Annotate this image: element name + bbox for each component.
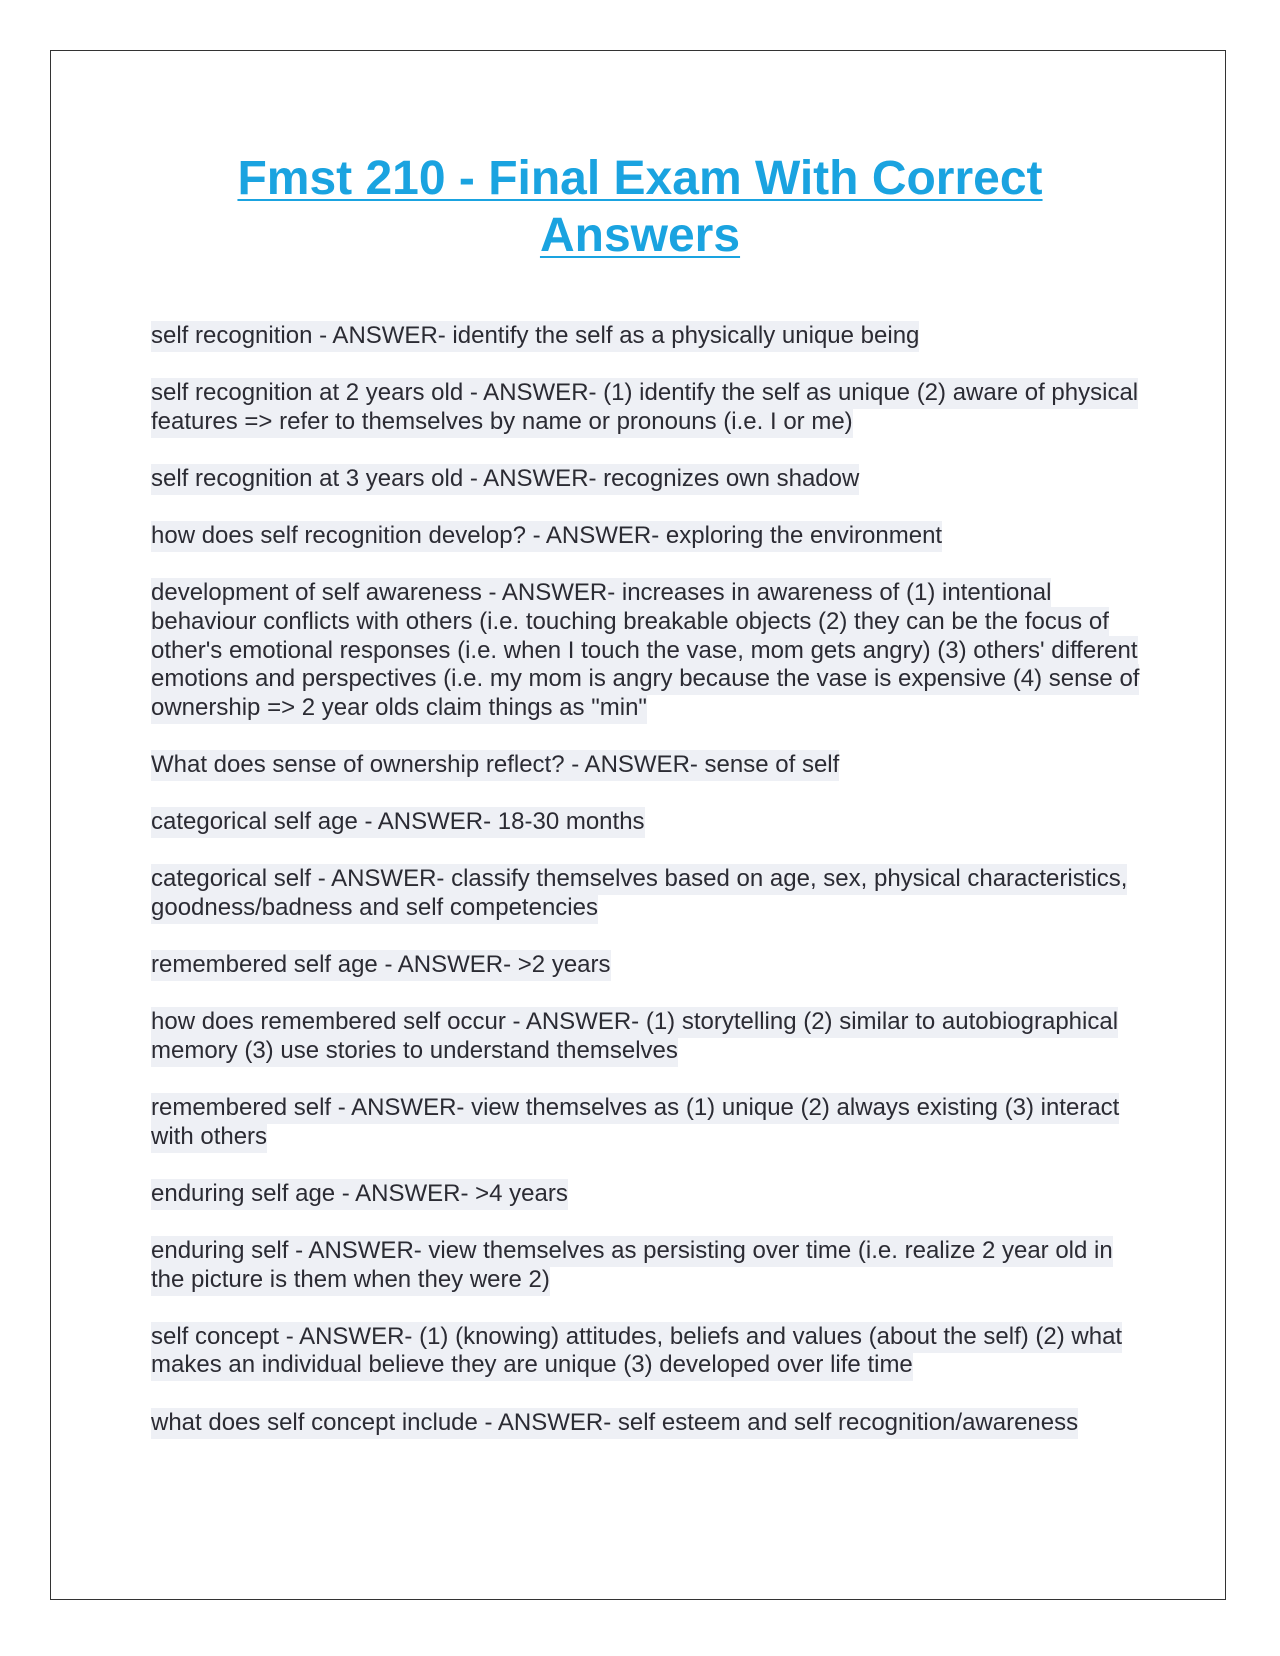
qa-item (151, 808, 1141, 837)
qa-item (151, 1008, 1141, 1065)
qa-text: remembered self - ANSWER- view themselves as (1) unique (2) always existing (3) interact with others (151, 1093, 1119, 1153)
qa-text: what does self concept include - ANSWER- self esteem and self recognition/awareness (151, 1408, 1078, 1439)
qa-text: What does sense of ownership reflect? - ANSWER- sense of self (151, 750, 839, 781)
qa-item (151, 1180, 1141, 1209)
qa-text: how does remembered self occur - ANSWER- (1) storytelling (2) similar to autobiographical memory (3) use stories to understand themselves (151, 1007, 1118, 1067)
qa-text: enduring self - ANSWER- view themselves as persisting over time (i.e. realize 2 year old in the picture is them when they were 2) (151, 1236, 1113, 1296)
qa-item (151, 579, 1141, 722)
qa-text: remembered self age - ANSWER- >2 years (151, 950, 611, 981)
qa-item (151, 865, 1141, 922)
qa-text: self concept - ANSWER- (1) (knowing) attitudes, beliefs and values (about the self) (2) what makes an individual believe they are unique (3) developed over life time (151, 1322, 1122, 1382)
qa-text: categorical self - ANSWER- classify themselves based on age, sex, physical characteristics, goodness/badness and self competencies (151, 864, 1127, 924)
qa-list (151, 322, 1141, 1466)
qa-text: self recognition - ANSWER- identify the self as a physically unique being (151, 321, 919, 352)
qa-item (151, 1237, 1141, 1294)
qa-text: enduring self age - ANSWER- >4 years (151, 1179, 568, 1210)
qa-text: self recognition at 3 years old - ANSWER- recognizes own shadow (151, 464, 859, 495)
qa-item (151, 1323, 1141, 1380)
qa-text: how does self recognition develop? - ANSWER- exploring the environment (151, 521, 942, 552)
qa-item (151, 465, 1141, 494)
qa-item (151, 951, 1141, 980)
qa-item (151, 379, 1141, 436)
qa-item (151, 522, 1141, 551)
qa-text: development of self awareness - ANSWER- increases in awareness of (1) intentional behaviour conflicts with others (i.e. touching breakable objects (2) they can be the focus of other's emotional responses (i.e. when I touch the vase, mom gets angry) (3) others' different emotions and perspectives (i.e. my mom is angry because the vase is expensive (4) sense of ownership => 2 year olds claim things as "min" (151, 578, 1139, 723)
qa-item (151, 322, 1141, 351)
qa-item (151, 1094, 1141, 1151)
qa-text: categorical self age - ANSWER- 18-30 months (151, 807, 645, 838)
qa-item (151, 751, 1141, 780)
document-title: Fmst 210 - Final Exam With Correct Answers (237, 152, 1043, 262)
qa-item (151, 1409, 1141, 1438)
qa-text: self recognition at 2 years old - ANSWER- (1) identify the self as unique (2) aware of physical features => refer to themselves by name or pronouns (i.e. I or me) (151, 378, 1138, 438)
